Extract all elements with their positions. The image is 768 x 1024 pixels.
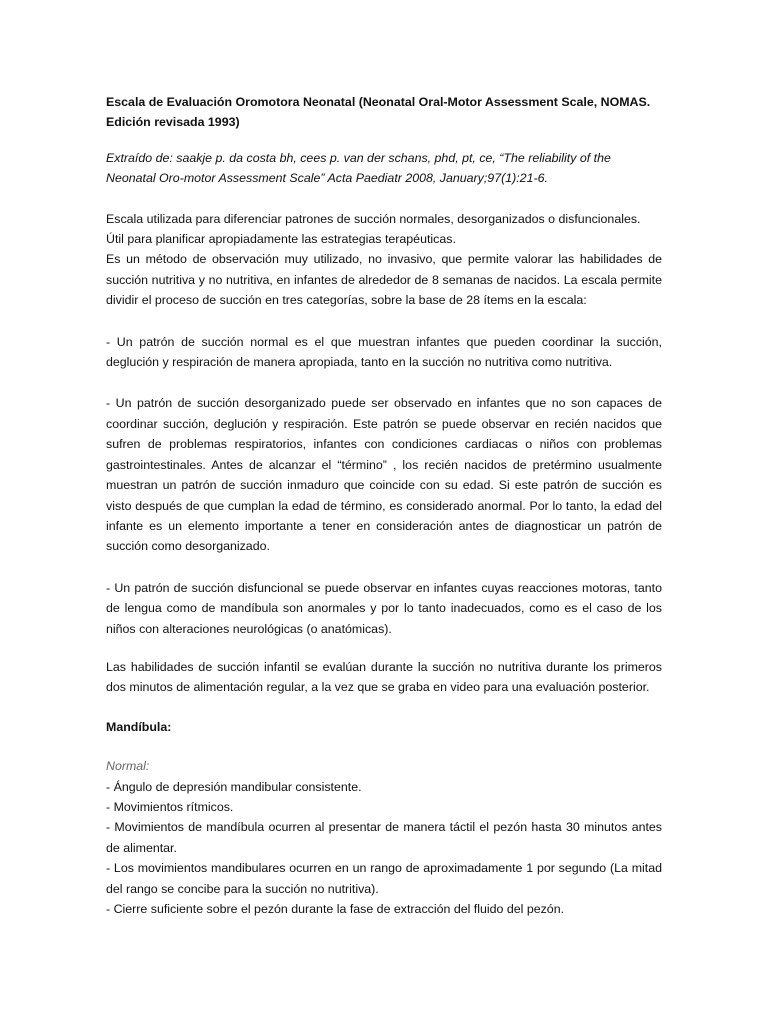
criteria-item: - Movimientos rítmicos. [106, 799, 234, 814]
intro-line-1: Escala utilizada para diferenciar patrones de succión normales, desorganizados o disfuncionales. [106, 211, 641, 226]
pattern-normal-paragraph: - Un patrón de succión normal es el que muestran infantes que pueden coordinar la succión, deglución y respiración de manera apropiada, tanto en la succión no nutritiva como nutritiva. [106, 334, 662, 370]
criteria-item: - Movimientos de mandíbula ocurren al presentar de manera táctil el pezón hasta 30 minutos antes de alimentar. [106, 820, 662, 855]
pattern-disorganized-paragraph: - Un patrón de succión desorganizado puede ser observado en infantes que no son capaces de coordinar succión, deglución y respiración. Este patrón se puede observar en recién nacidos que sufren de problemas respiratorios, infantes con condiciones cardiacas o niños con problemas gastrointestinales. Antes de alcanzar el “término” , los recién nacidos de pretérmino usualmente muestran un patrón de succión inmaduro que coincide con su edad. Si este patrón de succión es visto después de que cumplan la edad de término, es considerado anormal. Por lo tanto, la edad del infante es un elemento importante a tener en consideración antes de diagnosticar un patrón de succión como desorganizado. [106, 396, 662, 554]
subheading-normal: Normal: [106, 759, 150, 774]
section-heading-mandibula: Mandíbula: [106, 719, 172, 734]
criteria-item: - Ángulo de depresión mandibular consistente. [106, 779, 362, 794]
criteria-item: - Cierre suficiente sobre el pezón durante la fase de extracción del fluido del pezón. [106, 902, 565, 916]
pattern-dysfunctional-paragraph: - Un patrón de succión disfuncional se puede observar en infantes cuyas reacciones motoras, tanto de lengua como de mandíbula son anormales y por lo tanto inadecuados, como es el caso de los niños con alteraciones neurológicas (o anatómicas). [106, 580, 662, 636]
document-page [106, 92, 662, 919]
evaluation-paragraph: Las habilidades de succión infantil se evalúan durante la succión no nutritiva durante los primeros dos minutos de alimentación regular, a la vez que se graba en video para una evaluación posterior. [106, 659, 662, 695]
intro-line-2: Útil para planificar apropiadamente las estrategias terapéuticas. [106, 232, 456, 247]
citation: Extraído de: saakje p. da costa bh, cees p. van der schans, phd, pt, ce, “The reliability of the Neonatal Oro-motor Assessment Scale” Acta Paediatr 2008, January;97(1):21-6. [106, 150, 611, 186]
criteria-item: - Los movimientos mandibulares ocurren en un rango de aproximadamente 1 por segundo (La mitad del rango se concibe para la succión no nutritiva). [106, 861, 662, 896]
document-title: Escala de Evaluación Oromotora Neonatal (Neonatal Oral-Motor Assessment Scale, NOMAS. Edición revisada 1993) [106, 95, 651, 130]
criteria-list [106, 777, 662, 920]
intro-paragraph: Es un método de observación muy utilizado, no invasivo, que permite valorar las habilidades de succión nutritiva y no nutritiva, en infantes de alrededor de 8 semanas de nacidos. La escala permite dividir el proceso de succión en tres categorías, sobre la base de 28 ítems en la escala: [106, 252, 662, 308]
